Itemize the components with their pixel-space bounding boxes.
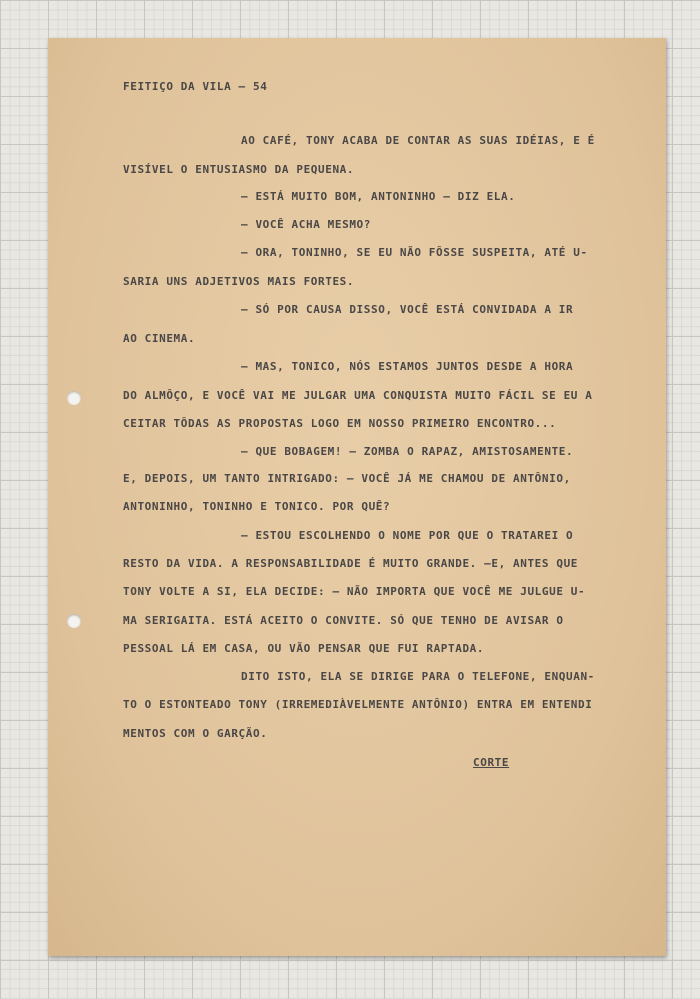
text-line: DO ALMÔÇO, E VOCÊ VAI ME JULGAR UMA CONQUISTA MUITO FÁCIL SE EU A: [123, 389, 593, 402]
text-line: AO CAFÉ, TONY ACABA DE CONTAR AS SUAS IDÉIAS, E É: [241, 134, 595, 147]
text-line: — MAS, TONICO, NÓS ESTAMOS JUNTOS DESDE A HORA: [241, 360, 574, 373]
text-line: CEITAR TÔDAS AS PROPOSTAS LOGO EM NOSSO PRIMEIRO ENCONTRO...: [123, 417, 557, 430]
text-line: TONY VOLTE A SI, ELA DECIDE: — NÃO IMPORTA QUE VOCÊ ME JULGUE U-: [123, 585, 586, 598]
text-line: TO O ESTONTEADO TONY (IRREMEDIÀVELMENTE ANTÔNIO) ENTRA EM ENTENDI: [123, 698, 593, 711]
text-line: MA SERIGAITA. ESTÁ ACEITO O CONVITE. SÓ QUE TENHO DE AVISAR O: [123, 614, 564, 627]
text-line: RESTO DA VIDA. A RESPONSABILIDADE É MUITO GRANDE. —E, ANTES QUE: [123, 557, 579, 570]
typewritten-page: [48, 38, 666, 956]
text-line: — VOCÊ ACHA MESMO?: [241, 218, 372, 231]
text-line: E, DEPOIS, UM TANTO INTRIGADO: — VOCÊ JÁ ME CHAMOU DE ANTÔNIO,: [123, 472, 571, 485]
text-line: — ORA, TONINHO, SE EU NÃO FÔSSE SUSPEITA, ATÉ U-: [241, 246, 588, 259]
text-line: VISÍVEL O ENTUSIASMO DA PEQUENA.: [123, 163, 355, 176]
text-line: — ESTOU ESCOLHENDO O NOME POR QUE O TRATAREI O: [241, 529, 574, 542]
text-line: SARIA UNS ADJETIVOS MAIS FORTES.: [123, 275, 355, 288]
punch-hole-top: [67, 391, 81, 405]
text-line: — QUE BOBAGEM! — ZOMBA O RAPAZ, AMISTOSAMENTE.: [241, 445, 574, 458]
page-header: FEITIÇO DA VILA — 54: [123, 80, 268, 93]
text-line: DITO ISTO, ELA SE DIRIGE PARA O TELEFONE, ENQUAN-: [241, 670, 595, 683]
text-line: — ESTÁ MUITO BOM, ANTONINHO — DIZ ELA.: [241, 190, 516, 203]
text-line: — SÓ POR CAUSA DISSO, VOCÊ ESTÁ CONVIDADA A IR: [241, 303, 574, 316]
text-line: ANTONINHO, TONINHO E TONICO. POR QUÊ?: [123, 500, 391, 513]
text-line: MENTOS COM O GARÇÃO.: [123, 727, 268, 740]
punch-hole-bottom: [67, 614, 81, 628]
text-line: AO CINEMA.: [123, 332, 196, 345]
scene-transition-cut: CORTE: [473, 756, 510, 769]
text-line: PESSOAL LÁ EM CASA, OU VÃO PENSAR QUE FUI RAPTADA.: [123, 642, 485, 655]
